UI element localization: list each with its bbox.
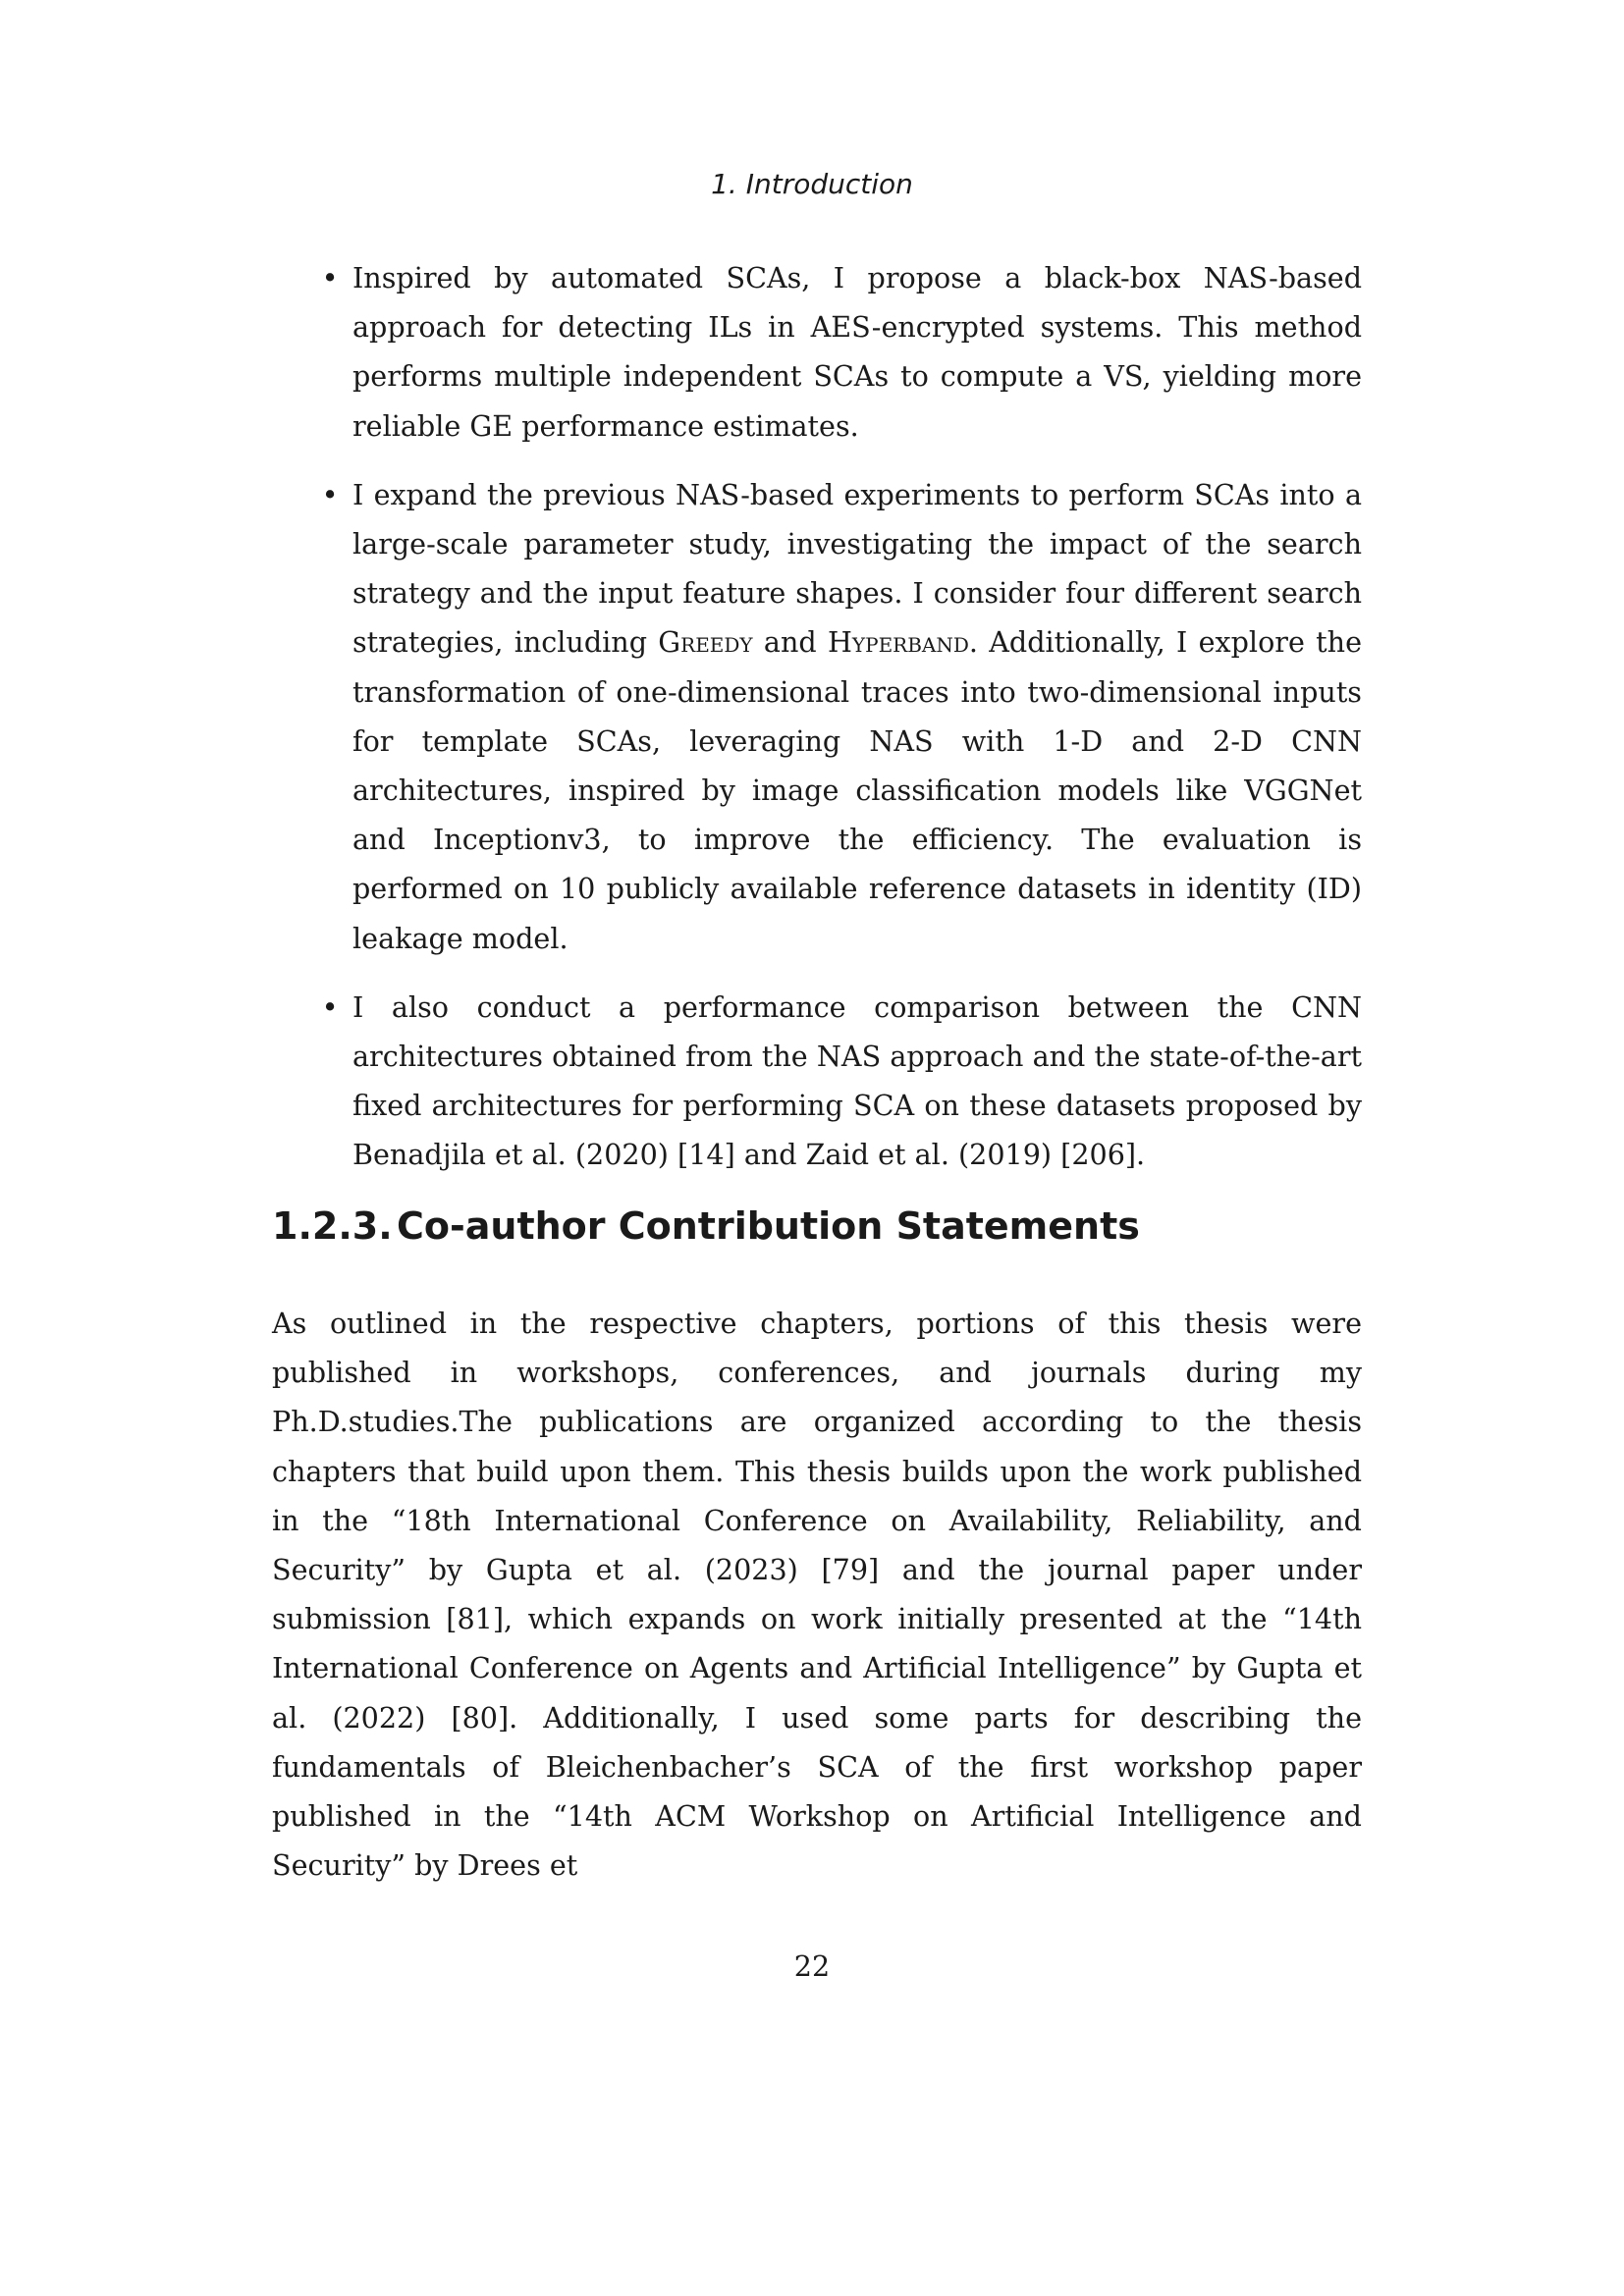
section-number: 1.2.3. (272, 1204, 393, 1248)
search-strategy-name: Greedy (658, 625, 753, 660)
list-item-text: Inspired by automated SCAs, I propose a black-box NAS-based approach for detecting ILs in AES-encrypted systems. This method performs multiple independent SCAs to compute a VS, yielding more reliable GE performance estimates. (352, 261, 1362, 443)
list-item (272, 253, 1362, 451)
list-item (272, 983, 1362, 1180)
body-paragraph: As outlined in the respective chapters, portions of this thesis were published in workshops, conferences, and journals during my Ph.D.studies.The publications are organized according to the thesis chapters that build upon them. This thesis builds upon the work published in the “18th International Conference on Availability, Reliability, and Security” by Gupta et al. (2023) [79] and the journal paper under submission [81], which expands on work initially presented at the “14th International Conference on Agents and Artificial Intelligence” by Gupta et al. (2022) [80]. Additionally, I used some parts for describing the fundamentals of Bleichenbacher’s SCA of the first workshop paper published in the “14th ACM Workshop on Artificial Intelligence and Security” by Drees et (272, 1307, 1362, 1883)
page-number: 22 (793, 1949, 831, 1983)
running-head: 1. Introduction (711, 168, 913, 200)
search-strategy-name: Hyperband (827, 625, 969, 660)
bullet-icon: • (321, 989, 339, 1024)
list-item-text: I also conduct a performance comparison between the CNN architectures obtained from the NAS approach and the state-of-the-art fixed architectures for performing SCA on these datasets proposed by Benadjila et al. (2020) [14] and Zaid et al. (2019) [206]. (352, 989, 1362, 1172)
bullet-icon: • (321, 477, 339, 511)
list-item-text: I expand the previous NAS-based experiments to perform SCAs into a large-scale parameter study, investigating the impact of the search strategy and the input feature shapes. I consider four different search strategies, including (352, 477, 1362, 660)
section-heading (272, 1201, 1362, 1252)
bullet-icon: • (321, 261, 339, 294)
list-item (272, 470, 1362, 963)
section-title: Co-author Contribution Statements (397, 1204, 1140, 1248)
list-item-text: . Additionally, I explore the transformation of one-dimensional traces into two-dimensional inputs for template SCAs, leveraging NAS with 1-D and 2-D CNN architectures, inspired by image classification models like VGGNet and Inceptionv3, to improve the efficiency. The evaluation is performed on 10 publicly available reference datasets in identity (ID) leakage model. (352, 625, 1362, 955)
list-item-text: and (752, 625, 828, 660)
contribution-list (272, 253, 1362, 1200)
